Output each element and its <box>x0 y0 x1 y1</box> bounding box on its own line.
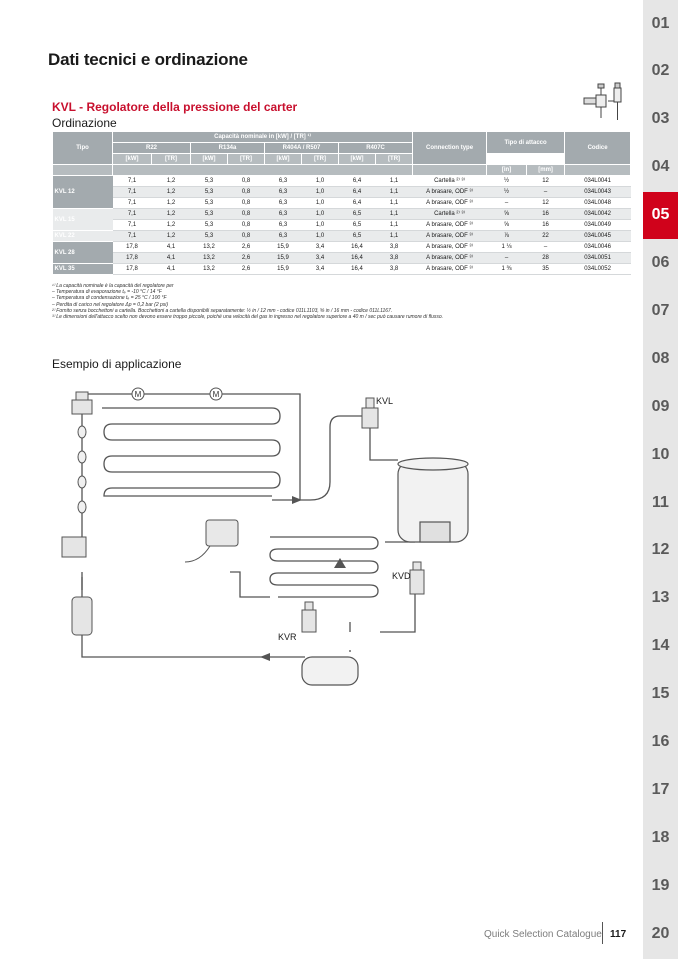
unit-header: [in] <box>487 165 527 176</box>
tipo-cell: KVL 12 <box>53 176 113 209</box>
table-cell: – <box>527 187 565 198</box>
table-cell: ⅞ <box>487 231 527 242</box>
table-cell: A brasare, ODF ³⁾ <box>413 253 487 264</box>
table-cell: ½ <box>487 187 527 198</box>
application-title: Esempio di applicazione <box>52 357 182 371</box>
kvd-label: KVD <box>392 571 411 581</box>
chapter-tab-17[interactable]: 17 <box>651 780 670 798</box>
table-cell: 034L0042 <box>565 209 631 220</box>
table-cell: 0,8 <box>228 198 265 209</box>
chapter-tab-15[interactable]: 15 <box>651 685 670 703</box>
footer-catalogue: Quick Selection Catalogue <box>484 929 602 940</box>
evaporator-coil <box>102 408 280 496</box>
header-tipo: Tipo <box>53 132 113 165</box>
unit-header: [kW] <box>339 154 376 165</box>
table-cell: 5,3 <box>191 209 228 220</box>
table-cell: 034L0048 <box>565 198 631 209</box>
header-attacco: Tipo di attacco <box>487 132 565 154</box>
table-cell: 5,3 <box>191 231 228 242</box>
ordering-subtitle: Ordinazione <box>52 116 117 130</box>
table-cell: 034L0045 <box>565 231 631 242</box>
table-cell: Cartella ²⁾ ³⁾ <box>413 209 487 220</box>
table-row <box>53 198 631 209</box>
table-cell: 1,2 <box>152 176 191 187</box>
table-cell: 6,4 <box>339 198 376 209</box>
table-cell: 0,8 <box>228 220 265 231</box>
table-cell: 12 <box>527 176 565 187</box>
table-cell: 15,9 <box>265 242 302 253</box>
table-cell: 1,0 <box>302 231 339 242</box>
footnote: – Temperatura di evaporazione tₑ = -10 °C / 14 °F <box>52 289 162 296</box>
table-cell: – <box>487 198 527 209</box>
table-cell: 0,8 <box>228 176 265 187</box>
table-cell: 1,1 <box>376 176 413 187</box>
table-cell: 2,6 <box>228 264 265 275</box>
table-cell: ⅝ <box>487 220 527 231</box>
table-cell: 7,1 <box>113 231 152 242</box>
application-diagram <box>40 372 600 690</box>
table-cell: 1,2 <box>152 198 191 209</box>
table-cell: 1,0 <box>302 187 339 198</box>
table-cell: 7,1 <box>113 198 152 209</box>
header-connection: Connection type <box>413 132 487 165</box>
table-cell: 6,3 <box>265 209 302 220</box>
table-row <box>53 209 631 220</box>
chapter-tab-20[interactable]: 20 <box>651 924 670 942</box>
table-cell: 5,3 <box>191 187 228 198</box>
table-cell: 5,3 <box>191 176 228 187</box>
table-footnotes <box>52 283 632 320</box>
table-cell: 6,4 <box>339 187 376 198</box>
table-cell: 35 <box>527 264 565 275</box>
table-cell: 2,6 <box>228 242 265 253</box>
tipo-cell: KVL 28 <box>53 242 113 264</box>
table-cell: 1,1 <box>376 209 413 220</box>
table-cell: 6,5 <box>339 231 376 242</box>
header-codice: Codice <box>565 132 631 165</box>
table-cell: – <box>527 242 565 253</box>
chapter-tab-03[interactable]: 03 <box>651 110 670 128</box>
table-cell: A brasare, ODF ³⁾ <box>413 242 487 253</box>
footnote: – Temperatura di condensazione tₑ = 25 °C / 100 °F <box>52 295 167 302</box>
table-cell: 0,8 <box>228 209 265 220</box>
ordering-table <box>52 131 631 275</box>
table-cell: 16,4 <box>339 264 376 275</box>
table-cell: ½ <box>487 176 527 187</box>
tipo-cell: KVL 22 <box>53 231 113 242</box>
table-cell: 1,0 <box>302 198 339 209</box>
table-cell: 12 <box>527 198 565 209</box>
table-cell: 17,8 <box>113 264 152 275</box>
table-cell: 1,2 <box>152 209 191 220</box>
kvr-label: KVR <box>278 632 297 642</box>
chapter-tab-04[interactable]: 04 <box>651 158 670 176</box>
table-cell: 1 ⅛ <box>487 242 527 253</box>
table-cell: 3,4 <box>302 253 339 264</box>
table-cell: 7,1 <box>113 220 152 231</box>
table-cell: 3,4 <box>302 264 339 275</box>
table-cell: 1,1 <box>376 220 413 231</box>
table-cell: 6,3 <box>265 187 302 198</box>
table-cell: 7,1 <box>113 209 152 220</box>
table-cell: 1,0 <box>302 176 339 187</box>
table-cell: 17,8 <box>113 253 152 264</box>
kvl-valve-thumbnail <box>580 82 632 124</box>
table-cell: 13,2 <box>191 253 228 264</box>
table-cell: 13,2 <box>191 242 228 253</box>
spacer <box>113 165 413 176</box>
table-cell: 6,5 <box>339 209 376 220</box>
table-cell: 5,3 <box>191 198 228 209</box>
table-cell: 6,5 <box>339 220 376 231</box>
table-row <box>53 231 631 242</box>
chapter-tab-14[interactable]: 14 <box>651 637 670 655</box>
table-cell: 034L0049 <box>565 220 631 231</box>
chapter-tab-11[interactable]: 11 <box>652 493 669 511</box>
chapter-tab-10[interactable]: 10 <box>651 445 670 463</box>
chapter-tab-08[interactable]: 08 <box>651 349 670 367</box>
table-cell: 1,1 <box>376 231 413 242</box>
table-cell: 15,9 <box>265 264 302 275</box>
table-row <box>53 242 631 253</box>
table-cell: 15,9 <box>265 253 302 264</box>
header-refrigerant: R404A / R507 <box>265 143 339 154</box>
table-cell: 16 <box>527 220 565 231</box>
section-title: KVL - Regolatore della pressione del carter <box>52 100 298 114</box>
table-cell: 13,2 <box>191 264 228 275</box>
table-cell: 1,2 <box>152 231 191 242</box>
table-row <box>53 187 631 198</box>
table-cell: 16 <box>527 209 565 220</box>
unit-header: [mm] <box>527 165 565 176</box>
table-cell: A brasare, ODF ³⁾ <box>413 220 487 231</box>
table-cell: 0,8 <box>228 231 265 242</box>
tipo-cell: KVL 35 <box>53 264 113 275</box>
fan-motor-label: M <box>212 390 220 399</box>
table-cell: 6,3 <box>265 176 302 187</box>
table-cell: 5,3 <box>191 220 228 231</box>
table-cell: 034L0046 <box>565 242 631 253</box>
chapter-tab-07[interactable]: 07 <box>651 301 670 319</box>
unit-header: [kW] <box>113 154 152 165</box>
table-cell: 1,0 <box>302 220 339 231</box>
table-cell: 28 <box>527 253 565 264</box>
header-refrigerant: R134a <box>191 143 265 154</box>
footnote: ¹⁾ La capacità nominale è la capacità del regolatore per <box>52 283 174 289</box>
chapter-nav <box>643 0 678 959</box>
chapter-tab-12[interactable]: 12 <box>651 541 670 559</box>
table-cell: – <box>487 253 527 264</box>
table-cell: 7,1 <box>113 176 152 187</box>
table-cell: 0,8 <box>228 187 265 198</box>
table-cell: 3,8 <box>376 264 413 275</box>
condenser-coil <box>270 537 378 597</box>
spacer <box>53 165 113 176</box>
unit-header: [TR] <box>152 154 191 165</box>
table-cell: 1,0 <box>302 209 339 220</box>
spacer <box>413 165 487 176</box>
header-refrigerant: R407C <box>339 143 413 154</box>
table-cell: 6,3 <box>265 198 302 209</box>
header-capacity: Capacità nominale in [kW] / [TR] ¹⁾ <box>113 132 413 143</box>
chapter-tab-01[interactable]: 01 <box>651 14 670 32</box>
table-row <box>53 253 631 264</box>
chapter-tab-18[interactable]: 18 <box>651 828 670 846</box>
table-cell: Cartella ²⁾ ³⁾ <box>413 176 487 187</box>
table-cell: 6,3 <box>265 220 302 231</box>
tipo-cell: KVL 15 <box>53 209 113 231</box>
table-row <box>53 264 631 275</box>
table-cell: 16,4 <box>339 253 376 264</box>
kvl-label: KVL <box>376 396 394 406</box>
footer-divider <box>602 922 603 944</box>
table-cell: 6,3 <box>265 231 302 242</box>
table-cell: 1,2 <box>152 220 191 231</box>
footnote: – Perdita di carico nel regolatore Δp = 0,2 bar (2 psi) <box>52 301 169 308</box>
table-cell: 6,4 <box>339 176 376 187</box>
table-cell: 2,6 <box>228 253 265 264</box>
unit-header: [kW] <box>191 154 228 165</box>
chapter-tab-06[interactable]: 06 <box>651 254 670 271</box>
table-cell: 1,2 <box>152 187 191 198</box>
fan-motor-label: M <box>134 390 142 399</box>
table-cell: 034L0041 <box>565 176 631 187</box>
chapter-tab-02[interactable]: 02 <box>651 62 670 80</box>
header-refrigerant: R22 <box>113 143 191 154</box>
table-cell: 1,1 <box>376 198 413 209</box>
table-cell: 17,8 <box>113 242 152 253</box>
unit-header: [kW] <box>265 154 302 165</box>
page-title: Dati tecnici e ordinazione <box>48 50 248 69</box>
footnote: ³⁾ Le dimensioni dell'attacco scelto non devono essere troppo piccole, poiché una velocità del gas in ingresso nel regolatore superiore a 40 m / sec può causare rumore di flusso. <box>52 314 444 321</box>
chapter-tab-09[interactable]: 09 <box>651 397 670 415</box>
chapter-tab-16[interactable]: 16 <box>651 733 670 750</box>
chapter-tab-05[interactable]: 05 <box>643 192 678 239</box>
table-cell: A brasare, ODF ³⁾ <box>413 231 487 242</box>
table-cell: 4,1 <box>152 253 191 264</box>
table-cell: ⅝ <box>487 209 527 220</box>
table-row <box>53 220 631 231</box>
page-number: 117 <box>610 929 627 940</box>
table-cell: 16,4 <box>339 242 376 253</box>
unit-header: [TR] <box>228 154 265 165</box>
table-cell: 1,1 <box>376 187 413 198</box>
spacer <box>565 165 631 176</box>
chapter-tab-19[interactable]: 19 <box>651 876 670 894</box>
table-cell: 7,1 <box>113 187 152 198</box>
footnote: ²⁾ Fornito senza bocchettoni a cartella. Bocchettoni a cartella disponibili separatamente: ½ in / 12 mm - codice 011L1103, ⅝ in / 16 mm - codice 011L1167. <box>52 307 393 314</box>
table-cell: 3,8 <box>376 253 413 264</box>
chapter-tab-13[interactable]: 13 <box>651 589 670 607</box>
table-cell: 1 ⅜ <box>487 264 527 275</box>
table-cell: 034L0043 <box>565 187 631 198</box>
table-cell: A brasare, ODF ³⁾ <box>413 264 487 275</box>
table-cell: 034L0052 <box>565 264 631 275</box>
table-row <box>53 176 631 187</box>
table-cell: 034L0051 <box>565 253 631 264</box>
table-cell: 22 <box>527 231 565 242</box>
unit-header: [TR] <box>376 154 413 165</box>
unit-header: [TR] <box>302 154 339 165</box>
table-cell: A brasare, ODF ³⁾ <box>413 187 487 198</box>
table-cell: 3,8 <box>376 242 413 253</box>
table-cell: A brasare, ODF ³⁾ <box>413 198 487 209</box>
table-cell: 4,1 <box>152 264 191 275</box>
table-cell: 4,1 <box>152 242 191 253</box>
table-cell: 3,4 <box>302 242 339 253</box>
